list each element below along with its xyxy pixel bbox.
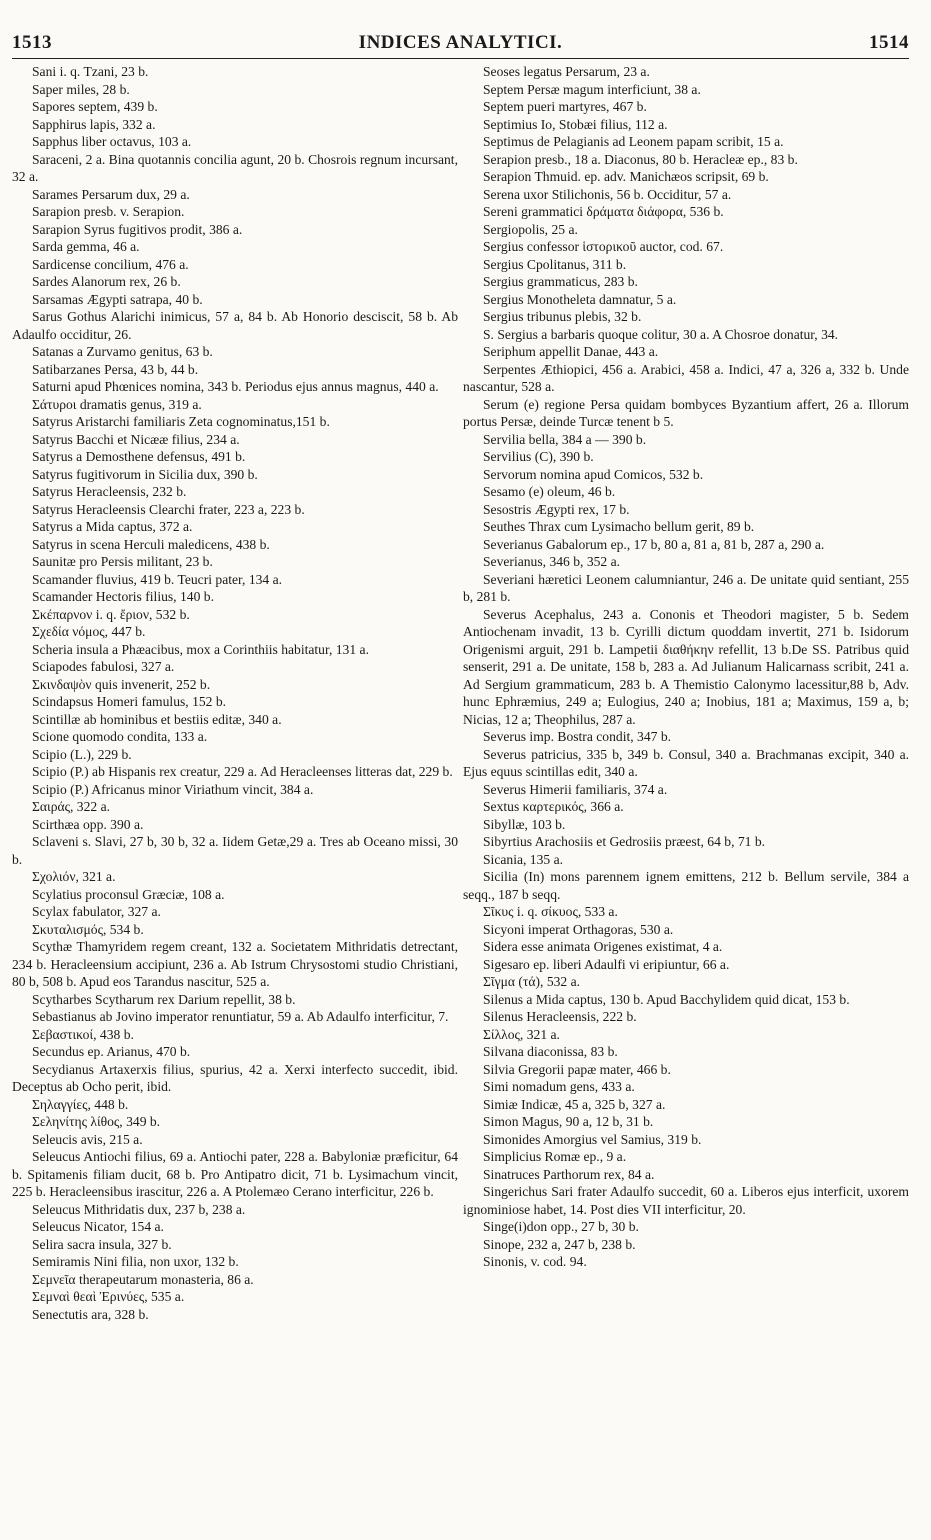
index-entry: Sarapion presb. v. Serapion. (32, 204, 185, 219)
index-entry: Seleucis avis, 215 a. (32, 1131, 143, 1147)
index-entry: Sapphus liber octavus, 103 a. (32, 134, 192, 149)
index-entry: Sicania, 135 a. (483, 851, 564, 867)
index-entry: Severus patricius, 335 b, 349 b. Consul, 340 a. Brachmanas excipit, 340 a. Ejus equus scintillas edit, 340 a. (463, 746, 909, 779)
index-entry: Sibyrtius Arachosiis et Gedrosiis præest, 64 b, 71 b. (483, 834, 766, 849)
index-entry: Serpentes Æthiopici, 456 a. Arabici, 458 a. Indici, 47 a, 326 a, 332 b. Unde nascantur, 528 a. (463, 361, 909, 394)
index-entry: Sidera esse animata Origenes existimat, 4 a. (483, 939, 723, 954)
index-entry: Serena uxor Stilichonis, 56 b. Occiditur, 57 a. (483, 186, 732, 202)
index-entry: Septem Persæ magum interficiunt, 38 a. (483, 81, 701, 97)
index-entry: Selira sacra insula, 327 b. (32, 1236, 172, 1252)
index-entry: Sextus καρτερικός, 366 a. (483, 799, 624, 814)
index-entry: Satyrus a Demosthene defensus, 491 b. (32, 449, 246, 464)
index-entry: Sebastianus ab Jovino imperator renuntiatur, 59 a. Ab Adaulfo interficitur, 7. (32, 1009, 449, 1024)
index-entry: Σαιράς, 322 a. (32, 799, 110, 814)
index-entry: Sigesaro ep. liberi Adaulfi vi eripiuntur, 66 a. (483, 956, 730, 972)
index-entry: Sicyoni imperat Orthagoras, 530 a. (483, 921, 674, 937)
index-entry: Sibyllæ, 103 b. (483, 816, 566, 832)
index-entry: Sapores septem, 439 b. (32, 99, 158, 114)
index-entry: Sergius grammaticus, 283 b. (483, 274, 638, 289)
index-entry: Simplicius Romæ ep., 9 a. (483, 1149, 627, 1164)
index-entry: Σῖκυς i. q. σίκυος, 533 a. (483, 904, 618, 919)
index-entry: Satyrus a Mida captus, 372 a. (32, 519, 193, 534)
index-entry: Sesamo (e) oleum, 46 b. (483, 484, 616, 499)
index-entry: Satyrus Heracleensis Clearchi frater, 223 a, 223 b. (32, 501, 305, 517)
index-entry: Σεβαστικοί, 438 b. (32, 1026, 134, 1042)
index-entry: Satyrus in scena Herculi maledicens, 438 b. (32, 536, 270, 552)
index-entry: Sarda gemma, 46 a. (32, 239, 140, 254)
index-entry: Scylax fabulator, 327 a. (32, 904, 161, 919)
right-column (463, 63, 909, 1323)
index-entry: Septimus de Pelagianis ad Leonem papam scribit, 15 a. (483, 134, 784, 149)
index-entry: Serum (e) regione Persa quidam bombyces Byzantium affert, 26 a. Illorum portus Persæ, deinde Turcæ tenent b 5. (463, 396, 909, 429)
index-entry: Scintillæ ab hominibus et bestiis editæ, 340 a. (32, 711, 282, 727)
index-entry: Septimius Io, Stobæi filius, 112 a. (483, 116, 668, 132)
index-entry: Sciapodes fabulosi, 327 a. (32, 659, 175, 674)
index-entry: Saper miles, 28 b. (32, 81, 130, 97)
index-entry: Seoses legatus Persarum, 23 a. (483, 64, 650, 79)
index-entry: Σχολιόν, 321 a. (32, 869, 116, 884)
index-entry: Scythæ Thamyridem regem creant, 132 a. Societatem Mithridatis detrectant, 234 b. Heracleensium accipiunt, 236 a. Ab Istrum Chrysostomi studio Christiani, 80 b, 508 b. Apud eos Tarandus nascitur, 525 a. (12, 939, 458, 989)
index-entry: Saturni apud Phœnices nomina, 343 b. Periodus ejus annus magnus, 440 a. (32, 379, 439, 394)
index-entry: Scamander fluvius, 419 b. Teucri pater, 134 a. (32, 571, 283, 587)
index-entry: Scytharbes Scytharum rex Darium repellit, 38 b. (32, 991, 296, 1007)
index-entry: Severus Acephalus, 243 a. Cononis et Theodori magister, 5 b. Sedem Antiochenam invadit, 13 b. Cyrilli dictum quoddam invertit, 271 b. Isidorum Origenismi arguit, 291 b. Lampetii διαθήκην refellit, 13 b.De SS. Patribus quid senserit, 291 a. De unitate, 158 b, 283 a. Ad Julianum Halicarnass scribit, 241 a. Ad Sergium grammaticum, 283 b. A Themistio Calonymo lacessitur,88 b, Adv. hunc Ephræmius, 249 a; Eulogius, 240 a; Inobius, 181 a; Maximus, 159 a, b; Nicias, 12 a; Theophilus, 287 a. (463, 606, 909, 727)
index-entry: Secundus ep. Arianus, 470 b. (32, 1044, 191, 1059)
index-entry: Servilia bella, 384 a — 390 b. (483, 431, 647, 447)
index-entry: Scipio (L.), 229 b. (32, 746, 132, 762)
index-entry: Secydianus Artaxerxis filius, spurius, 42 a. Xerxi interfecto succedit, ibid. Deceptus ab Ocho perit, ibid. (12, 1061, 458, 1094)
index-entry: Silenus Heracleensis, 222 b. (483, 1009, 637, 1024)
index-entry: Sapphirus lapis, 332 a. (32, 116, 156, 132)
index-entry: Satyrus fugitivorum in Sicilia dux, 390 b. (32, 466, 258, 482)
index-entry: Σχεδία νόμος, 447 b. (32, 624, 146, 639)
index-entry: Sardicense concilium, 476 a. (32, 256, 189, 272)
index-entry: Saraceni, 2 a. Bina quotannis concilia agunt, 20 b. Chosrois regnum incursant, 32 a. (12, 151, 458, 184)
index-entry: Simon Magus, 90 a, 12 b, 31 b. (483, 1114, 654, 1129)
index-entry: Sarapion Syrus fugitivos prodit, 386 a. (32, 221, 243, 237)
left-column (12, 63, 458, 1323)
index-entry: Senectutis ara, 328 b. (32, 1306, 149, 1322)
index-entry: Σηλαγγίες, 448 b. (32, 1096, 129, 1112)
index-entry: Sereni grammatici δράματα διάφορα, 536 b. (483, 204, 724, 219)
index-entry: Severianus, 346 b, 352 a. (483, 554, 621, 569)
index-entry: Singerichus Sari frater Adaulfo succedit, 60 a. Liberos ejus interficit, uxorem ignominiose habet, 14. Post dies VII interficitur, 20. (463, 1184, 909, 1217)
index-entry: Sinope, 232 a, 247 b, 238 b. (483, 1236, 636, 1252)
index-entry: Scamander Hectoris filius, 140 b. (32, 589, 214, 604)
index-entry: Semiramis Nini filia, non uxor, 132 b. (32, 1254, 239, 1269)
index-entry: Seleucus Antiochi filius, 69 a. Antiochi pater, 228 a. Babyloniæ præficitur, 64 b. Spitamenis filiam ducit, 68 b. Pro Antipatro dicit, 71 b. Lysimachum vincit, 225 b. Heracleensibus irascitur, 226 a. A Ptolemæo Cerano interficitur, 226 b. (12, 1149, 458, 1199)
index-entry: Sarames Persarum dux, 29 a. (32, 186, 190, 202)
index-entry: Σεμνεῖα therapeutarum monasteria, 86 a. (32, 1271, 254, 1287)
index-entry: Satyrus Aristarchi familiaris Zeta cognominatus,151 b. (32, 414, 330, 429)
index-entry: Sani i. q. Tzani, 23 b. (32, 64, 149, 79)
index-entry: Septem pueri martyres, 467 b. (483, 99, 647, 114)
index-entry: Satanas a Zurvamo genitus, 63 b. (32, 344, 213, 359)
page-number-left: 1513 (12, 32, 52, 53)
index-entry: Seleucus Mithridatis dux, 237 b, 238 a. (32, 1201, 246, 1217)
index-entry: Sardes Alanorum rex, 26 b. (32, 274, 181, 289)
index-entry: Sicilia (In) mons parennem ignem emittens, 212 b. Bellum servile, 384 a seqq., 187 b seqq. (463, 869, 909, 902)
index-entry: Severianus Gabalorum ep., 17 b, 80 a, 81 a, 81 b, 287 a, 290 a. (483, 536, 825, 552)
index-entry: Sarsamas Ægypti satrapa, 40 b. (32, 291, 203, 307)
index-entry: Sergiopolis, 25 a. (483, 221, 578, 237)
index-entry: Satyrus Heracleensis, 232 b. (32, 484, 187, 499)
page-header (12, 30, 909, 59)
index-entry: Serapion presb., 18 a. Diaconus, 80 b. Heracleæ ep., 83 b. (483, 151, 798, 167)
index-entry: Seriphum appellit Danae, 443 a. (483, 344, 659, 359)
index-entry: Sergius Cpolitanus, 311 b. (483, 256, 627, 272)
index-entry: Scirthæa opp. 390 a. (32, 816, 144, 832)
index-entry: Σκυταλισμός, 534 b. (32, 921, 144, 937)
index-entry: Σεμναὶ θεαὶ Ἐρινύες, 535 a. (32, 1289, 185, 1304)
index-entry: Sinatruces Parthorum rex, 84 a. (483, 1166, 655, 1182)
index-entry: Satibarzanes Persa, 43 b, 44 b. (32, 361, 199, 377)
index-entry: Scylatius proconsul Græciæ, 108 a. (32, 886, 225, 902)
index-entry: Scipio (P.) ab Hispanis rex creatur, 229 a. Ad Heracleenses litteras dat, 229 b. (32, 764, 453, 779)
index-entry: Simonides Amorgius vel Samius, 319 b. (483, 1131, 702, 1147)
index-entry: Scindapsus Homeri famulus, 152 b. (32, 694, 227, 709)
index-entry: Satyrus Bacchi et Nicææ filius, 234 a. (32, 431, 240, 447)
index-entry: Seuthes Thrax cum Lysimacho bellum gerit, 89 b. (483, 519, 755, 534)
index-entry: Scipio (P.) Africanus minor Viriathum vincit, 384 a. (32, 781, 314, 797)
index-entry: Severiani hæretici Leonem calumniantur, 246 a. De unitate quid sentiant, 255 b, 281 b. (463, 571, 909, 604)
index-entry: Silenus a Mida captus, 130 b. Apud Bacchylidem quid dicat, 153 b. (483, 991, 850, 1007)
index-entry: Sclaveni s. Slavi, 27 b, 30 b, 32 a. Iidem Getæ,29 a. Tres ab Oceano missi, 30 b. (12, 834, 458, 867)
index-entry: Severus Himerii familiaris, 374 a. (483, 781, 668, 797)
index-entry: Simi nomadum gens, 433 a. (483, 1079, 635, 1094)
index-entry: Sergius Monotheleta damnatur, 5 a. (483, 291, 677, 307)
index-entry: Sergius tribunus plebis, 32 b. (483, 309, 642, 324)
index-entry: Servorum nomina apud Comicos, 532 b. (483, 466, 704, 482)
index-entry: Sesostris Ægypti rex, 17 b. (483, 501, 630, 517)
index-entry: Silvia Gregorii papæ mater, 466 b. (483, 1061, 671, 1077)
page-number-right: 1514 (869, 32, 909, 53)
index-entry: Σίλλος, 321 a. (483, 1026, 560, 1042)
index-entry: Σάτυροι dramatis genus, 319 a. (32, 396, 202, 412)
index-entry: Seleucus Nicator, 154 a. (32, 1219, 164, 1234)
index-entry: Scione quomodo condita, 133 a. (32, 729, 208, 744)
index-entry: Σκινδαψὸν quis invenerit, 252 b. (32, 676, 211, 692)
page-title: INDICES ANALYTICI. (358, 32, 563, 53)
index-entry: Saunitæ pro Persis militant, 23 b. (32, 554, 213, 569)
index-entry: Serapion Thmuid. ep. adv. Manichæos scripsit, 69 b. (483, 169, 769, 184)
index-entry: Scheria insula a Phæacibus, mox a Corinthiis habitatur, 131 a. (32, 641, 369, 657)
index-entry: Simiæ Indicæ, 45 a, 325 b, 327 a. (483, 1096, 666, 1112)
index-entry: Sergius confessor ἱστορικοῦ auctor, cod. 67. (483, 239, 724, 254)
index-columns (12, 63, 909, 1323)
index-entry: Σεληνίτης λίθος, 349 b. (32, 1114, 161, 1129)
index-entry: Severus imp. Bostra condit, 347 b. (483, 729, 672, 744)
index-entry: S. Sergius a barbaris quoque colitur, 30 a. A Chosroe donatur, 34. (483, 326, 839, 342)
index-entry: Sarus Gothus Alarichi inimicus, 57 a, 84 b. Ab Honorio desciscit, 58 b. Ab Adaulfo occiditur, 26. (12, 309, 458, 342)
index-entry: Servilius (C), 390 b. (483, 449, 594, 464)
index-entry: Sinonis, v. cod. 94. (483, 1254, 587, 1269)
index-entry: Singe(i)don opp., 27 b, 30 b. (483, 1219, 639, 1234)
index-entry: Silvana diaconissa, 83 b. (483, 1044, 618, 1059)
index-entry: Σκέπαρνον i. q. ἔριον, 532 b. (32, 606, 190, 622)
index-entry: Σῖγμα (τά), 532 a. (483, 974, 581, 989)
